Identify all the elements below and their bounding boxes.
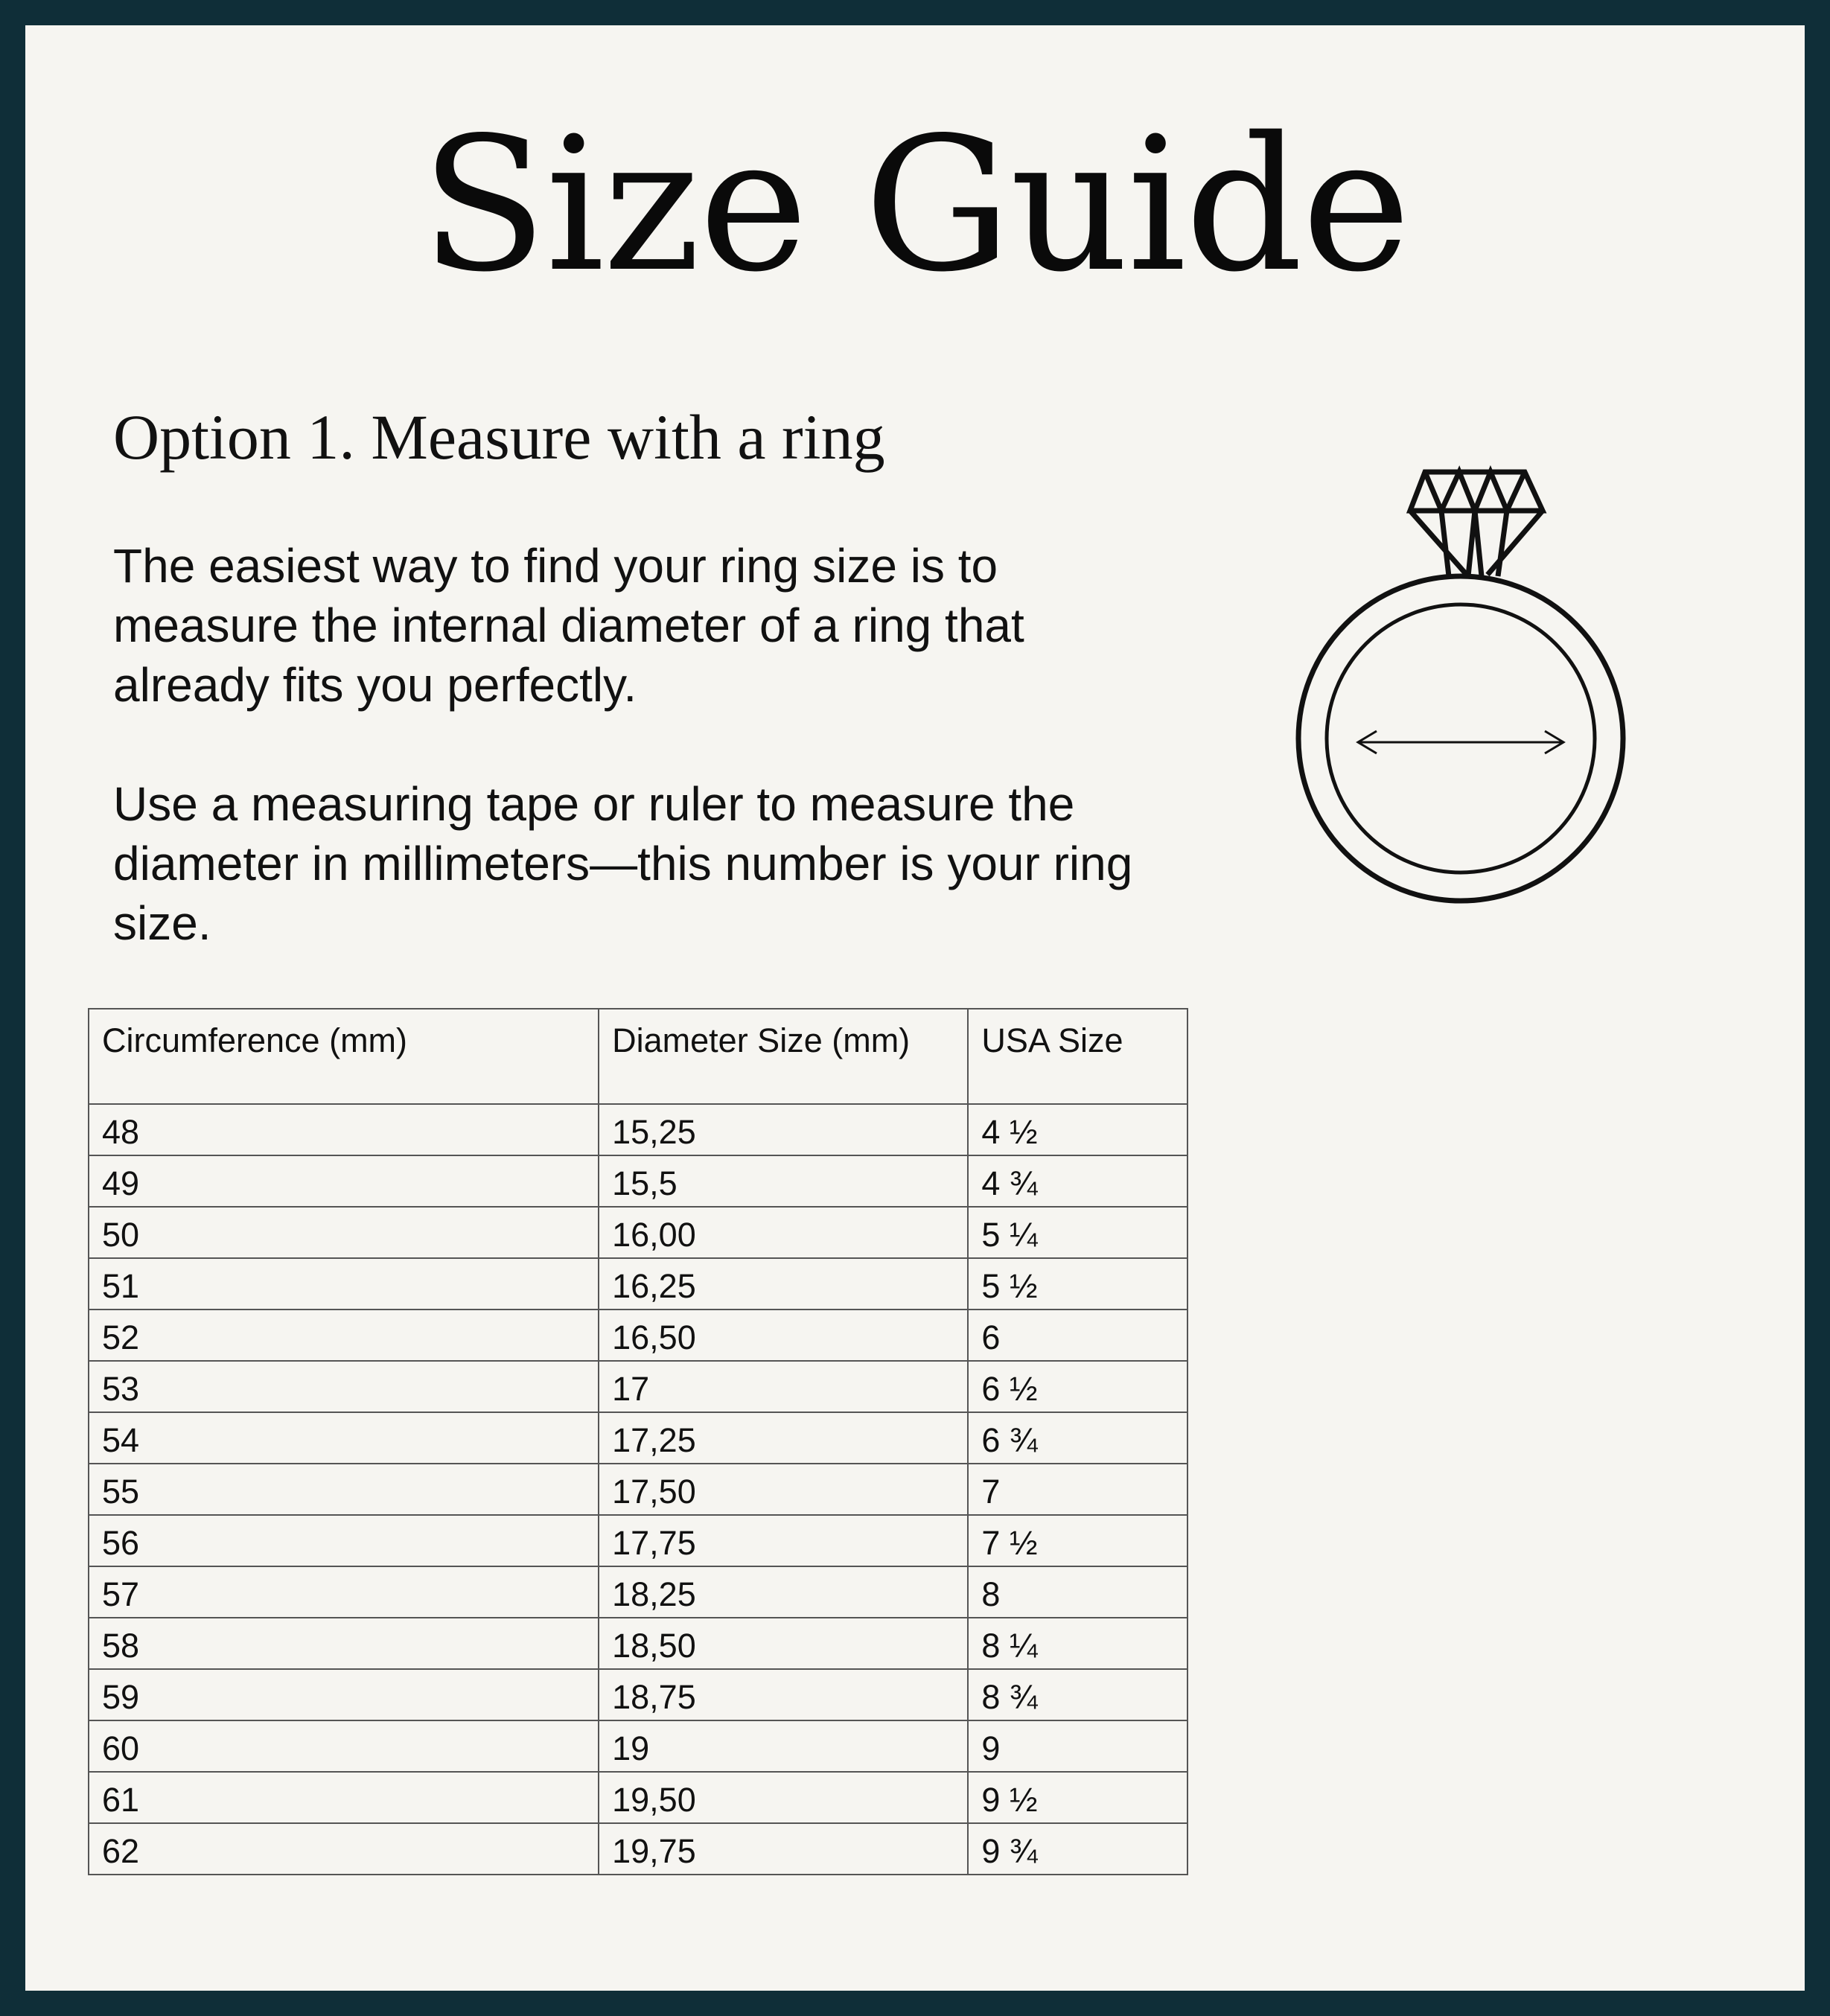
cell-circumference: 57 — [89, 1566, 599, 1618]
cell-diameter: 17,50 — [599, 1464, 968, 1515]
cell-diameter: 16,50 — [599, 1310, 968, 1361]
ring-icon — [1261, 442, 1663, 919]
cell-circumference: 56 — [89, 1515, 599, 1566]
cell-circumference: 60 — [89, 1720, 599, 1772]
cell-circumference: 52 — [89, 1310, 599, 1361]
cell-circumference: 49 — [89, 1155, 599, 1207]
table-row — [89, 1618, 1187, 1669]
cell-diameter: 19,75 — [599, 1823, 968, 1875]
cell-usa-size: 7 — [968, 1464, 1187, 1515]
table-row — [89, 1772, 1187, 1823]
cell-circumference: 59 — [89, 1669, 599, 1720]
table-header-row — [89, 1009, 1187, 1104]
cell-diameter: 17 — [599, 1361, 968, 1412]
table-row — [89, 1258, 1187, 1310]
table-row — [89, 1361, 1187, 1412]
header-usa-size: USA Size — [968, 1009, 1187, 1104]
instruction-paragraph-2: Use a measuring tape or ruler to measure the diameter in millimeters—this number is your ring size. — [113, 777, 1133, 950]
cell-circumference: 58 — [89, 1618, 599, 1669]
cell-circumference: 50 — [89, 1207, 599, 1258]
cell-usa-size: 4 ½ — [968, 1104, 1187, 1155]
cell-circumference: 54 — [89, 1412, 599, 1464]
table-row — [89, 1515, 1187, 1566]
cell-usa-size: 8 ¼ — [968, 1618, 1187, 1669]
cell-usa-size: 8 — [968, 1566, 1187, 1618]
table-row — [89, 1566, 1187, 1618]
header-diameter: Diameter Size (mm) — [599, 1009, 968, 1104]
cell-usa-size: 9 ½ — [968, 1772, 1187, 1823]
instruction-paragraph-1: The easiest way to find your ring size is to measure the internal diameter of a ring that already fits you perfectly. — [113, 539, 1024, 712]
cell-circumference: 55 — [89, 1464, 599, 1515]
cell-diameter: 16,25 — [599, 1258, 968, 1310]
cell-usa-size: 9 ¾ — [968, 1823, 1187, 1875]
cell-usa-size: 6 ¾ — [968, 1412, 1187, 1464]
table-row — [89, 1720, 1187, 1772]
cell-usa-size: 9 — [968, 1720, 1187, 1772]
table-row — [89, 1104, 1187, 1155]
cell-diameter: 15,25 — [599, 1104, 968, 1155]
cell-diameter: 18,50 — [599, 1618, 968, 1669]
cell-usa-size: 5 ¼ — [968, 1207, 1187, 1258]
cell-diameter: 18,25 — [599, 1566, 968, 1618]
table-row — [89, 1207, 1187, 1258]
cell-diameter: 17,25 — [599, 1412, 968, 1464]
cell-diameter: 18,75 — [599, 1669, 968, 1720]
cell-circumference: 51 — [89, 1258, 599, 1310]
cell-usa-size: 8 ¾ — [968, 1669, 1187, 1720]
page-title: Size Guide — [420, 98, 1410, 313]
cell-diameter: 19,50 — [599, 1772, 968, 1823]
ring-outer — [1298, 576, 1623, 901]
diameter-arrow-icon — [1358, 731, 1563, 753]
cell-circumference: 48 — [89, 1104, 599, 1155]
table-row — [89, 1412, 1187, 1464]
cell-diameter: 16,00 — [599, 1207, 968, 1258]
cell-diameter: 19 — [599, 1720, 968, 1772]
cell-diameter: 17,75 — [599, 1515, 968, 1566]
cell-usa-size: 6 — [968, 1310, 1187, 1361]
table-row — [89, 1155, 1187, 1207]
cell-usa-size: 6 ½ — [968, 1361, 1187, 1412]
ring-size-table — [88, 1008, 1188, 1875]
ring-inner — [1327, 605, 1595, 873]
table-row — [89, 1464, 1187, 1515]
cell-usa-size: 4 ¾ — [968, 1155, 1187, 1207]
table-row — [89, 1310, 1187, 1361]
option-title: Option 1. Measure with a ring — [113, 401, 885, 473]
table-row — [89, 1823, 1187, 1875]
table-row — [89, 1669, 1187, 1720]
cell-circumference: 62 — [89, 1823, 599, 1875]
cell-circumference: 61 — [89, 1772, 599, 1823]
cell-circumference: 53 — [89, 1361, 599, 1412]
header-circumference: Circumference (mm) — [89, 1009, 599, 1104]
cell-usa-size: 7 ½ — [968, 1515, 1187, 1566]
cell-diameter: 15,5 — [599, 1155, 968, 1207]
cell-usa-size: 5 ½ — [968, 1258, 1187, 1310]
